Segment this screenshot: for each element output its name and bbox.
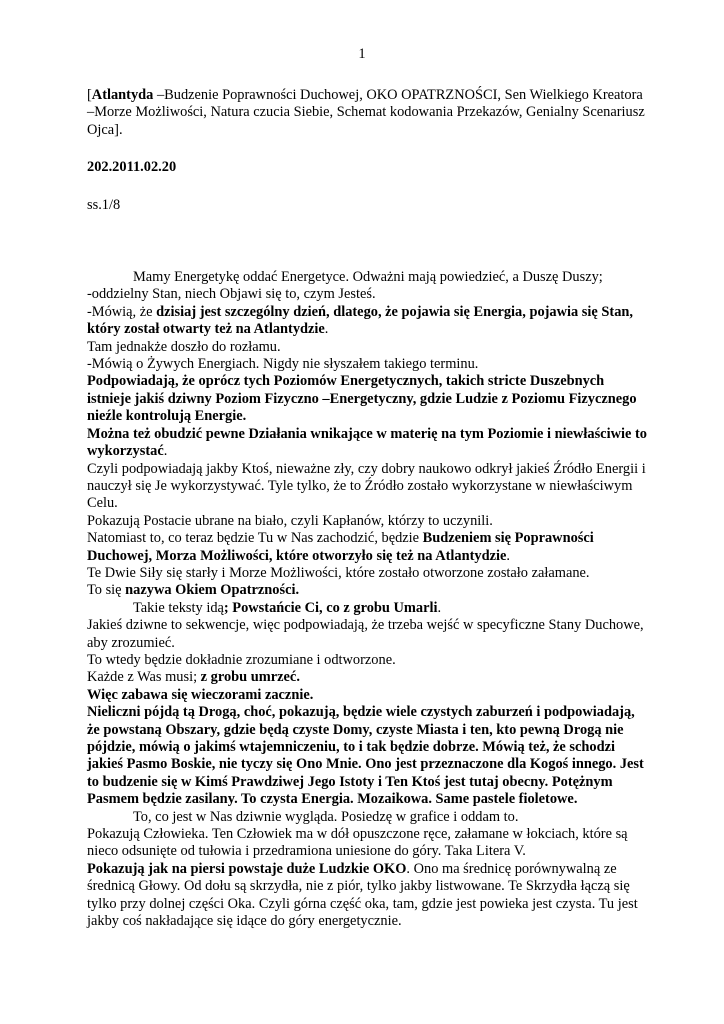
paragraph: Pokazują Człowieka. Ten Człowiek ma w dół opuszczone ręce, załamane w łokciach, które są nieco odsunięte od tułowia i przedramiona uniesione do góry. Taka Litera V.	[87, 826, 628, 860]
paragraph: -Mówią o Żywych Energiach. Nigdy nie słyszałem takiego terminu.	[87, 356, 479, 373]
paragraph	[87, 669, 647, 686]
header-title-bold: Atlantyda	[91, 87, 154, 103]
text-run: .	[437, 599, 442, 616]
paragraph-bold	[87, 687, 647, 704]
text-run: . Ono ma średnicę porównywalną ze średnicą Głowy. Od dołu są skrzydła, nie z piór, tylko jakby listwowane. Te Skrzydła łączą się tylko przy dolnej części Oka. Czyli górna część oka, tam, gdzie jest powieka jest czysta. Tu jest jakby coś nakładające się idące do góry energetycznie.	[87, 860, 638, 930]
paragraph: Tam jednakże doszło do rozłamu.	[87, 338, 281, 355]
paragraph: To, co jest w Nas dziwnie wygląda. Posiedzę w grafice i oddam to.	[133, 808, 519, 825]
text-run: To się	[87, 582, 126, 599]
paragraph-bold	[87, 373, 647, 425]
bold-run: nazywa Okiem Opatrzności.	[125, 582, 300, 599]
bold-run: Można też obudzić pewne Działania wnikające w materię na tym Poziomie i niewłaściwie to wykorzystać	[87, 425, 647, 460]
paragraph: To wtedy będzie dokładnie zrozumiane i odtworzone.	[87, 651, 396, 668]
paragraph	[87, 600, 647, 617]
bold-run: Podpowiadają, że oprócz tych Poziomów Energetycznych, takich stricte Duszebnych istnieje jakiś dziwny Poziom Fizyczno –Energetyczny, gdzie Ludzie z Poziomu Fizycznego nieźle kontrolują Energie.	[87, 373, 637, 425]
bold-run: z grobu umrzeć.	[200, 669, 300, 686]
paragraph: Czyli podpowiadają jakby Ktoś, nieważne zły, czy dobry naukowo odkrył jakieś Źródło Energii i nauczył się Je wykorzystywać. Tyle tylko, że to Źródło zostało wykorzystane w niewłaściwym Celu.	[87, 460, 646, 512]
paragraph: Pokazują Postacie ubrane na biało, czyli Kapłanów, którzy to uczynili.	[87, 512, 493, 529]
text-run: -Mówią, że	[87, 303, 157, 320]
paragraph: Mamy Energetykę oddać Energetyce. Odważni mają powiedzieć, a Duszę Duszy;	[133, 269, 603, 286]
paragraph	[87, 426, 647, 461]
paragraph	[87, 530, 647, 565]
text-run: .	[324, 321, 329, 338]
bold-run: Nieliczni pójdą tą Drogą, choć, pokazują, będzie wiele czystych zaburzeń i podpowiadają, że powstaną Obszary, gdzie będą czyste Domy, czyste Miasta i ten, kto pewną Drogą nie pójdzie, mówią o jakimś wtajemniczeniu, to i tak będzie dobrze. Mówią też, że schodzi jakieś Pasmo Boskie, nie tyczy się Ono Mnie. Ono jest przeznaczone dla Kogoś innego. Jest to budzenie się w Kimś Prawdziwej Jego Istoty i Ten Ktoś jest tutaj obecny. Potężnym Pasmem będzie zasilany. To czysta Energia. Mozaikowa. Same pastele fioletowe.	[87, 704, 644, 808]
bold-run: Więc zabawa się wieczorami zacznie.	[87, 686, 314, 703]
page-number: 1	[358, 46, 366, 62]
paragraph	[87, 304, 647, 339]
paragraph-bold	[87, 704, 647, 808]
text-run: .	[506, 547, 510, 564]
document-body	[87, 87, 647, 930]
text-run: Natomiast to, co teraz będzie Tu w Nas zachodzić, będzie	[87, 530, 423, 547]
text-run: .	[163, 443, 168, 460]
bold-run: ; Powstańcie Ci, co z grobu Umarli	[223, 599, 438, 616]
bold-run: dzisiaj jest szczególny dzień, dlatego, że pojawia się Energia, pojawia się Stan, który został otwarty też na Atlantydzie	[87, 303, 633, 338]
bold-run: Pokazują jak na piersi powstaje duże Ludzkie OKO	[87, 860, 407, 877]
paragraph: -oddzielny Stan, niech Objawi się to, czym Jesteś.	[87, 286, 376, 303]
text-run: Każde z Was musi;	[87, 669, 201, 686]
paragraph	[87, 861, 647, 931]
header-title-rest: –Budzenie Poprawności Duchowej, OKO OPATRZNOŚCI, Sen Wielkiego Kreatora –Morze Możliwości, Natura czucia Siebie, Schemat kodowania Przekazów, Genialny Scenariusz Ojca].	[87, 87, 645, 138]
paragraph: Jakieś dziwne to sekwencje, więc podpowiadają, że trzeba wejść w specyficzne Stany Duchowe, aby zrozumieć.	[87, 617, 644, 651]
page-count: ss.1/8	[87, 196, 121, 213]
document-header: [Atlantyda –Budzenie Poprawności Duchowej, OKO OPATRZNOŚCI, Sen Wielkiego Kreatora –Morze Możliwości, Natura czucia Siebie, Schemat kodowania Przekazów, Genialny Scenariusz Ojca].	[87, 87, 645, 138]
date-code-text: 202.2011.02.20	[87, 159, 177, 176]
date-code	[87, 159, 647, 176]
text-run: Takie teksty idą	[133, 599, 224, 616]
paragraph	[87, 582, 647, 599]
paragraph: Te Dwie Siły się starły i Morze Możliwości, które zostało otworzone zostało załamane.	[87, 564, 590, 581]
bold-run: Budzeniem się Poprawności Duchowej, Morza Możliwości, które otworzyło się też na Atlantydzie	[87, 530, 594, 564]
